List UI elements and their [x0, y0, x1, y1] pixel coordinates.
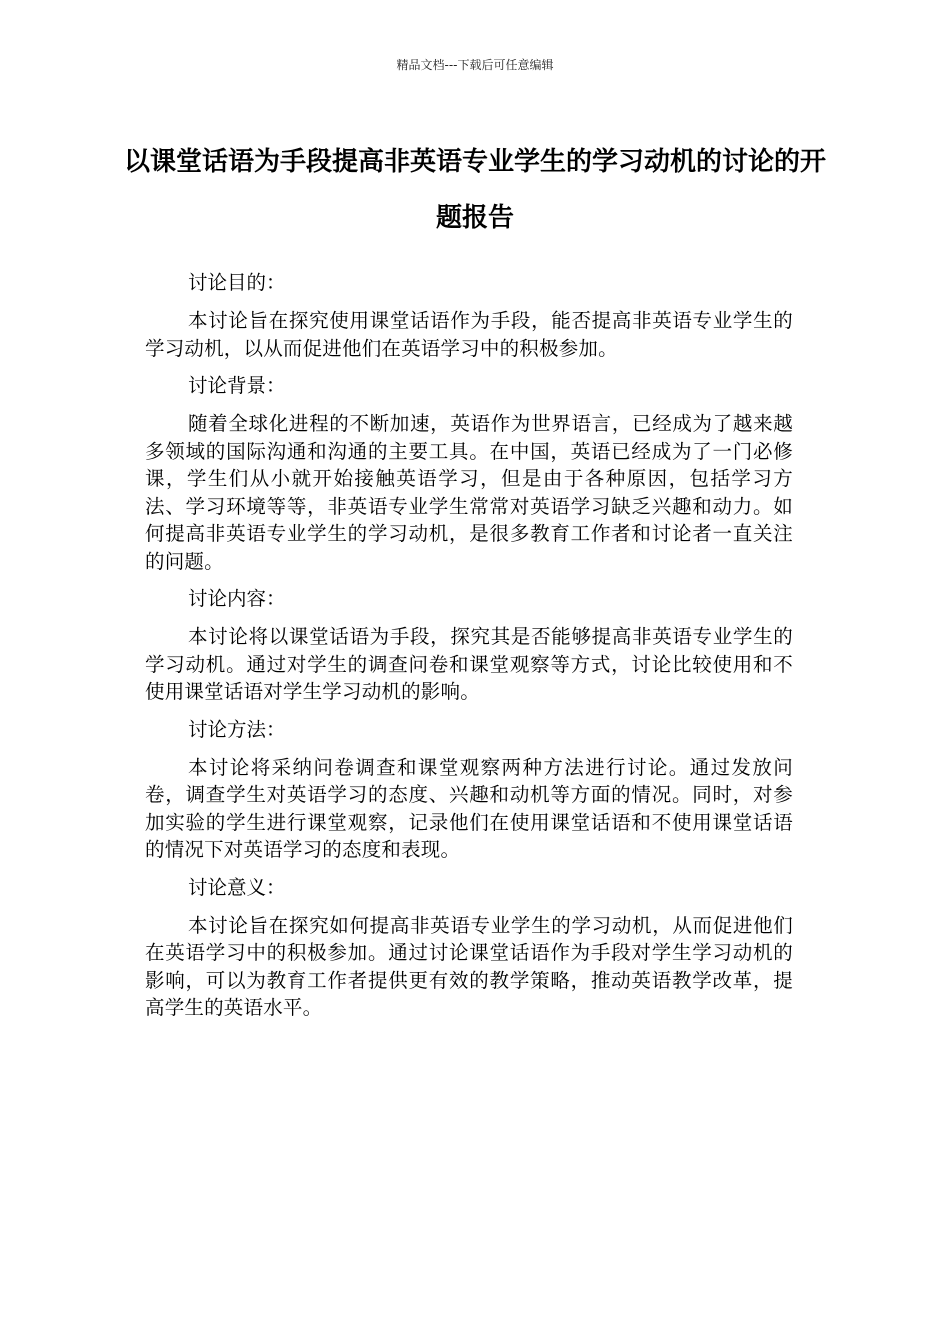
section-heading-method: 讨论方法： [188, 717, 286, 741]
document-title: 以课堂话语为手段提高非英语专业学生的学习动机的讨论的开题报告 [123, 147, 826, 233]
section-body-significance: 本讨论旨在探究如何提高非英语专业学生的学习动机，从而促进他们在英语学习中的积极参加。通过讨论课堂话语作为手段对学生学习动机的影响，可以为教育工作者提供更有效的教学策略，推动英语教学改革，提高学生的英语水平。 [145, 913, 793, 1019]
section-body-content: 本讨论将以课堂话语为手段，探究其是否能够提高非英语专业学生的学习动机。通过对学生的调查问卷和课堂观察等方式，讨论比较使用和不使用课堂话语对学生学习动机的影响。 [145, 625, 793, 703]
section-heading-background: 讨论背景： [188, 374, 286, 397]
document-body [145, 269, 793, 1032]
section-body-background: 随着全球化进程的不断加速，英语作为世界语言，已经成为了越来越多领域的国际沟通和沟通的主要工具。在中国，英语已经成为了一门必修课，学生们从小就开始接触英语学习，但是由于各种原因，包括学习方法、学习环境等等，非英语专业学生常常对英语学习缺乏兴趣和动力。如何提高非英语专业学生的学习动机，是很多教育工作者和讨论者一直关注的问题。 [145, 412, 793, 573]
section-body-method: 本讨论将采纳问卷调查和课堂观察两种方法进行讨论。通过发放问卷，调查学生对英语学习的态度、兴趣和动机等方面的情况。同时，对参加实验的学生进行课堂观察，记录他们在使用课堂话语和不使用课堂话语的情况下对英语学习的态度和表现。 [145, 755, 793, 861]
section-heading-purpose: 讨论目的： [188, 271, 286, 294]
page-header-watermark: 精品文档---下载后可任意编辑 [396, 58, 554, 72]
section-heading-content: 讨论内容： [188, 587, 286, 610]
section-heading-significance: 讨论意义： [188, 875, 286, 899]
section-body-purpose: 本讨论旨在探究使用课堂话语作为手段，能否提高非英语专业学生的学习动机，以从而促进他们在英语学习中的积极参加。 [145, 309, 793, 360]
